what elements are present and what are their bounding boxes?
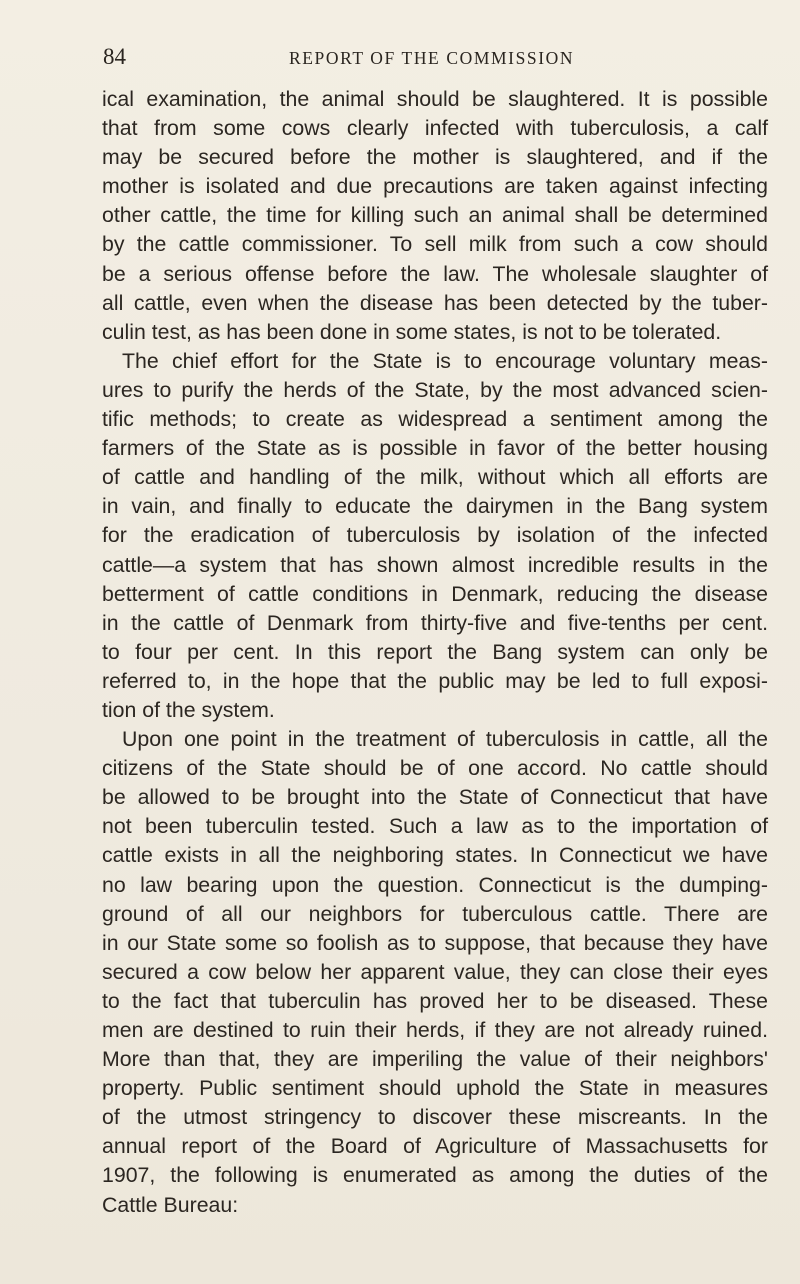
text-line: referred to, in the hope that the public may be led to full exposi- — [102, 668, 768, 693]
text-line: be allowed to be brought into the State of Connecticut that have — [102, 785, 768, 810]
text-line: Cattle Bureau: — [102, 1192, 239, 1217]
text-line: no law bearing upon the question. Connecticut is the dumping- — [102, 872, 768, 897]
text-line: cattle exists in all the neighboring states. In Connecticut we have — [102, 843, 768, 868]
text-line: all cattle, even when the disease has been detected by the tuber- — [102, 290, 768, 315]
text-line: in our State some so foolish as to suppose, that because they have — [102, 930, 768, 955]
text-line: 1907, the following is enumerated as among the duties of the — [102, 1163, 768, 1188]
text-line: not been tuberculin tested. Such a law as to the importation of — [102, 814, 768, 839]
text-line: for the eradication of tuberculosis by isolation of the infected — [102, 523, 768, 548]
text-line: by the cattle commissioner. To sell milk from such a cow should — [102, 232, 768, 257]
text-line: ground of all our neighbors for tuberculous cattle. There are — [102, 901, 768, 926]
body-text — [102, 85, 768, 1220]
text-line: property. Public sentiment should uphold the State in measures — [102, 1076, 768, 1101]
text-line: in the cattle of Denmark from thirty-five and five-tenths per cent. — [102, 610, 768, 635]
text-line: More than that, they are imperiling the value of their neighbors' — [102, 1047, 768, 1072]
text-line: betterment of cattle conditions in Denmark, reducing the disease — [102, 581, 768, 606]
text-line: in vain, and finally to educate the dairymen in the Bang system — [102, 494, 768, 519]
text-line: tific methods; to create as widespread a sentiment among the — [102, 407, 768, 432]
text-line: to four per cent. In this report the Bang system can only be — [102, 639, 768, 664]
text-line: secured a cow below her apparent value, they can close their eyes — [102, 959, 768, 984]
text-line: mother is isolated and due precautions are taken against infecting — [102, 174, 768, 199]
running-title: REPORT OF THE COMMISSION — [289, 48, 575, 68]
text-line: cattle—a system that has shown almost incredible results in the — [102, 552, 768, 577]
text-line: The chief effort for the State is to encourage voluntary meas- — [122, 348, 768, 373]
text-line: culin test, as has been done in some states, is not to be tolerated. — [102, 319, 722, 344]
text-line: ical examination, the animal should be slaughtered. It is possible — [102, 87, 768, 111]
text-line: farmers of the State as is possible in favor of the better housing — [102, 436, 768, 461]
page-number: 84 — [103, 44, 126, 69]
text-line: of cattle and handling of the milk, without which all efforts are — [102, 465, 768, 490]
text-line: men are destined to ruin their herds, if they are not already ruined. — [102, 1018, 768, 1042]
text-line: be a serious offense before the law. The wholesale slaughter of — [102, 261, 768, 286]
text-line: to the fact that tuberculin has proved her to be diseased. These — [102, 988, 768, 1013]
text-line: other cattle, the time for killing such an animal shall be determined — [102, 203, 768, 228]
text-line: tion of the system. — [102, 697, 275, 722]
text-line: may be secured before the mother is slaughtered, and if the — [102, 145, 768, 170]
running-head — [103, 40, 743, 74]
text-line: Upon one point in the treatment of tuberculosis in cattle, all the — [122, 727, 768, 752]
text-line: that from some cows clearly infected with tuberculosis, a calf — [102, 116, 768, 141]
text-line: annual report of the Board of Agriculture of Massachusetts for — [102, 1134, 768, 1159]
text-line: citizens of the State should be of one accord. No cattle should — [102, 756, 768, 781]
text-line: of the utmost stringency to discover these miscreants. In the — [102, 1105, 768, 1130]
text-line: ures to purify the herds of the State, by the most advanced scien- — [102, 377, 768, 402]
